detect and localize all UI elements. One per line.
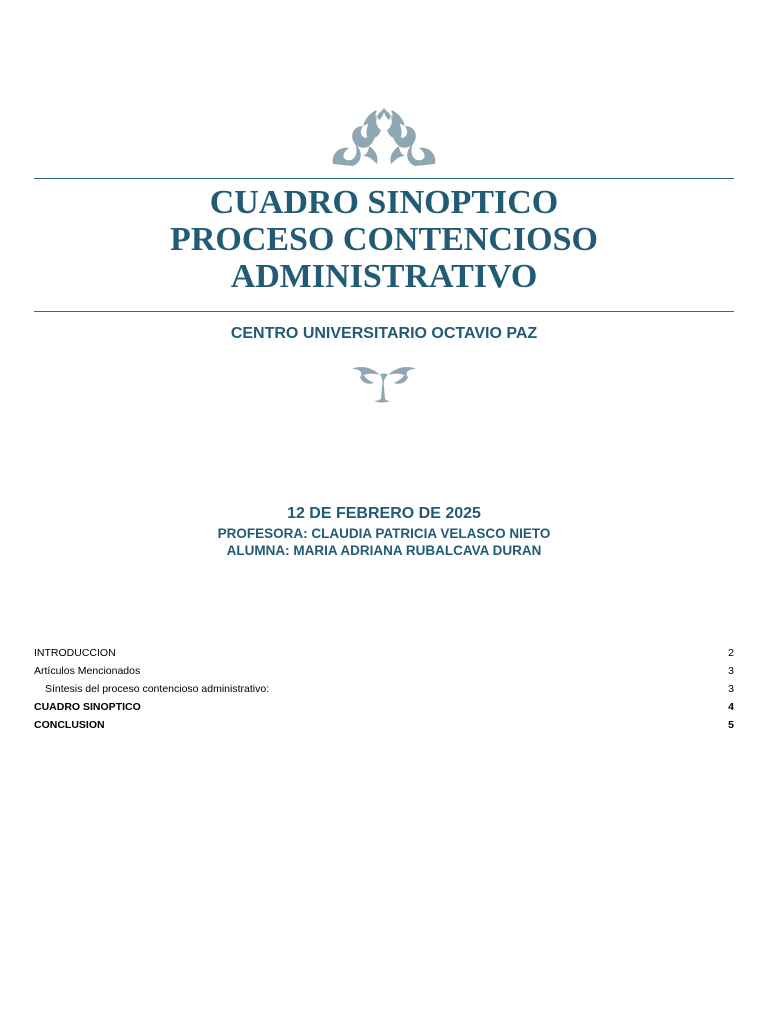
- toc-entry-cuadro-sinoptico[interactable]: [34, 698, 734, 716]
- toc-entry-text: Síntesis del proceso contencioso administrativo:: [45, 683, 270, 695]
- toc-entry-text: Artículos Mencionados: [34, 665, 141, 677]
- document-date: 12 DE FEBRERO DE 2025: [287, 505, 481, 522]
- bottom-divider-rule: [34, 311, 734, 312]
- table-of-contents: [34, 644, 734, 734]
- toc-page-number: 3: [728, 683, 734, 695]
- document-title: [34, 184, 734, 295]
- toc-page-number: 2: [728, 647, 734, 659]
- title-line-2: PROCESO CONTENCIOSO: [170, 221, 598, 258]
- toc-entry-text: INTRODUCCION: [34, 647, 116, 659]
- top-divider-rule: [34, 178, 734, 179]
- toc-entry-introduccion[interactable]: [34, 644, 734, 662]
- toc-page-number: 3: [728, 665, 734, 677]
- professor-name: PROFESORA: CLAUDIA PATRICIA VELASCO NIETO: [217, 526, 551, 541]
- floral-ornament-icon: [329, 106, 439, 168]
- toc-entry-sintesis[interactable]: [34, 680, 734, 698]
- title-line-3: ADMINISTRATIVO: [230, 258, 538, 295]
- fleuron-divider-icon: [350, 363, 418, 405]
- title-line-1: CUADRO SINOPTICO: [209, 184, 559, 221]
- toc-page-number: 5: [728, 719, 734, 731]
- toc-entry-text: CUADRO SINOPTICO: [34, 701, 141, 713]
- toc-page-number: 4: [728, 701, 734, 713]
- student-name: ALUMNA: MARIA ADRIANA RUBALCAVA DURAN: [226, 543, 542, 558]
- toc-entry-text: CONCLUSION: [34, 719, 105, 731]
- toc-entry-conclusion[interactable]: [34, 716, 734, 734]
- toc-entry-articulos[interactable]: [34, 662, 734, 680]
- institution-name: CENTRO UNIVERSITARIO OCTAVIO PAZ: [230, 325, 538, 342]
